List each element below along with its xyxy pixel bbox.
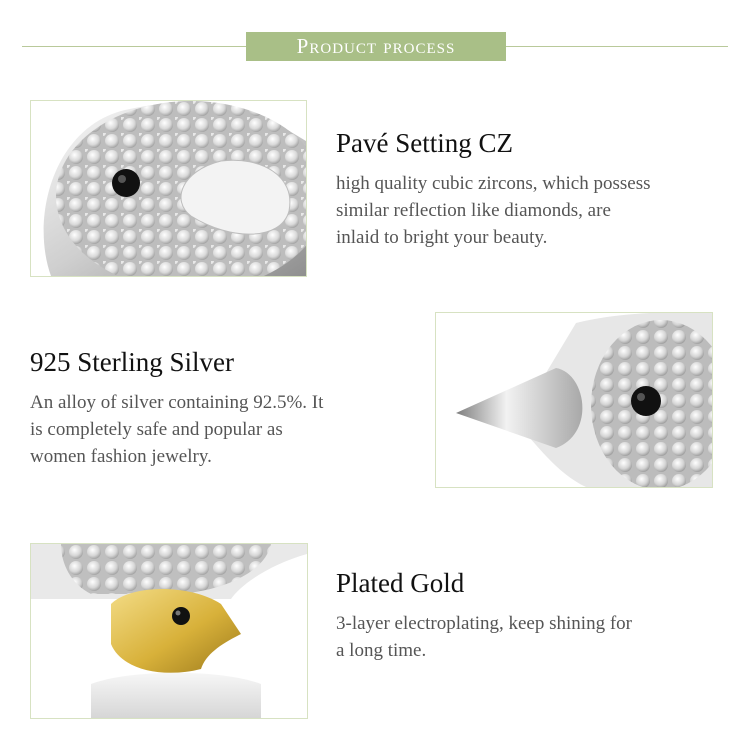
plated-gold-image: [30, 543, 308, 719]
header-rule-right: [506, 46, 728, 47]
desc-line: is completely safe and popular as: [30, 419, 283, 440]
section-title-pave: Pavé Setting CZ: [336, 128, 513, 158]
header-rule-left: [22, 46, 246, 47]
desc-line: a long time.: [336, 640, 427, 661]
section-title-silver: 925 Sterling Silver: [30, 347, 234, 377]
desc-line: inlaid to bright your beauty.: [336, 227, 548, 248]
section-header: Product process: [246, 32, 506, 61]
desc-line: 3-layer electroplating, keep shining for: [336, 613, 632, 634]
section-desc-silver: [30, 389, 410, 470]
section-desc-pave: [336, 170, 726, 251]
desc-line: high quality cubic zircons, which possess: [336, 173, 651, 194]
sterling-silver-image: [435, 312, 713, 488]
desc-line: An alloy of silver containing 92.5%. It: [30, 392, 324, 413]
pave-setting-image: [30, 100, 307, 277]
section-title-gold: Plated Gold: [336, 568, 465, 598]
desc-line: women fashion jewelry.: [30, 446, 212, 467]
section-desc-gold: [336, 610, 726, 664]
desc-line: similar reflection like diamonds, are: [336, 200, 611, 221]
